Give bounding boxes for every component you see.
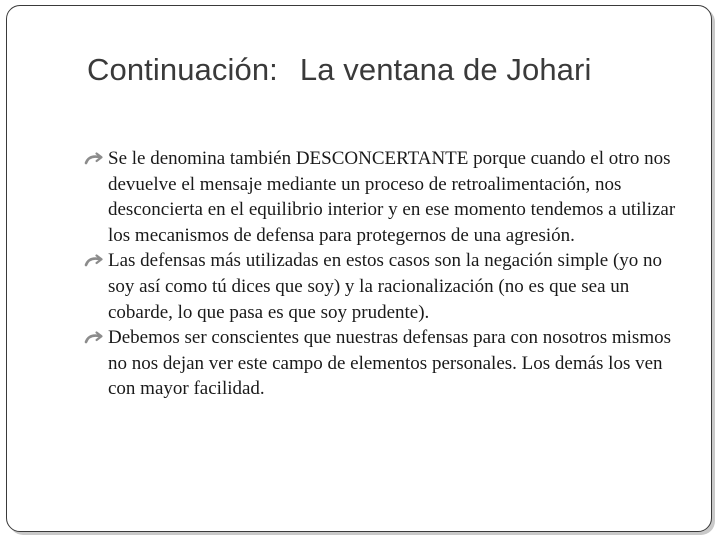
slide-frame (6, 5, 712, 532)
bullet-list (83, 146, 693, 402)
bullet-item (83, 325, 693, 402)
slide-title-main: La ventana de Johari (299, 52, 592, 87)
bullet-text: Se le denomina también DESCONCERTANTE porque cuando el otro nos devuelve el mensaje mediante un proceso de retroalimentación, nos desconcierta en el equilibrio interior y en ese momento tendemos a utilizar los mecanismos de defensa para protegernos de una agresión. (108, 148, 676, 246)
curved-arrow-bullet-icon (83, 146, 105, 171)
bullet-text: Las defensas más utilizadas en estos casos son la negación simple (yo no soy así como tú dices que soy) y la racionalización (no es que sea un cobarde, lo que pasa es que soy prudente). (108, 250, 663, 323)
curved-arrow-bullet-icon (83, 248, 105, 273)
bullet-item (83, 248, 693, 325)
curved-arrow-bullet-icon (83, 325, 105, 350)
slide-title (87, 52, 591, 88)
slide-title-prefix: Continuación: (87, 52, 278, 87)
bullet-text: Debemos ser conscientes que nuestras defensas para con nosotros mismos no nos dejan ver este campo de elementos personales. Los demás los ven con mayor facilidad. (108, 327, 671, 400)
bullet-item (83, 146, 693, 248)
